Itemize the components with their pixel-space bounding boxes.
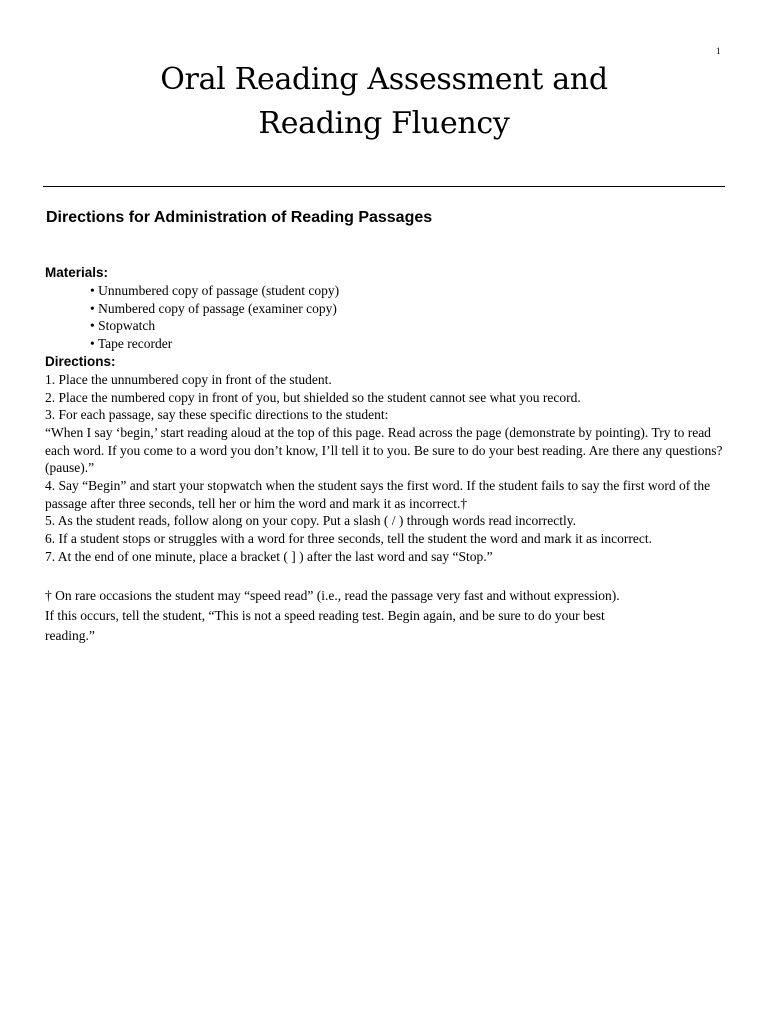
direction-step-1: 1. Place the unnumbered copy in front of the student. <box>45 371 332 387</box>
instructions-body <box>45 264 735 566</box>
materials-item: • Numbered copy of passage (examiner copy) <box>90 300 337 316</box>
direction-step-3: 3. For each passage, say these specific directions to the student: <box>45 407 389 423</box>
section-heading: Directions for Administration of Reading Passages <box>46 209 433 226</box>
materials-item: • Stopwatch <box>90 318 156 334</box>
direction-step-7: 7. At the end of one minute, place a bracket ( ] ) after the last word and say “Stop.” <box>45 548 493 564</box>
footnote: † On rare occasions the student may “speed read” (i.e., read the passage very fast and without expression). If this occurs, tell the student, “This is not a speed reading test. Begin again, and be sure to do your best reading.” <box>45 588 620 643</box>
direction-step-4: 4. Say “Begin” and start your stopwatch when the student says the first word. If the student fails to say the first word of the passage after three seconds, tell her or him the word and mark it as incorrect.† <box>45 478 711 511</box>
title-line-1: Oral Reading Assessment and <box>160 62 608 97</box>
directions-label: Directions: <box>45 353 116 369</box>
directions-list <box>45 371 735 566</box>
direction-step-6: 6. If a student stops or struggles with a word for three seconds, tell the student the word and mark it as incorrect. <box>45 531 652 547</box>
horizontal-divider <box>43 186 725 187</box>
direction-step-2: 2. Place the numbered copy in front of you, but shielded so the student cannot see what you record. <box>45 389 581 405</box>
document-title <box>0 58 768 146</box>
title-line-2: Reading Fluency <box>258 106 510 141</box>
materials-item: • Tape recorder <box>90 336 173 352</box>
materials-list <box>45 282 735 353</box>
materials-item: • Unnumbered copy of passage (student copy) <box>90 283 340 298</box>
materials-label: Materials: <box>45 265 109 280</box>
direction-script-quote: “When I say ‘begin,’ start reading aloud at the top of this page. Read across the page (demonstrate by pointing). Try to read each word. If you come to a word you don’t know, I’ll tell it to you. Be sure to do your best reading. Are there any questions? (pause).” <box>45 424 723 476</box>
page-number: 1 <box>716 46 721 56</box>
direction-step-5: 5. As the student reads, follow along on your copy. Put a slash ( / ) through words read incorrectly. <box>45 513 577 529</box>
